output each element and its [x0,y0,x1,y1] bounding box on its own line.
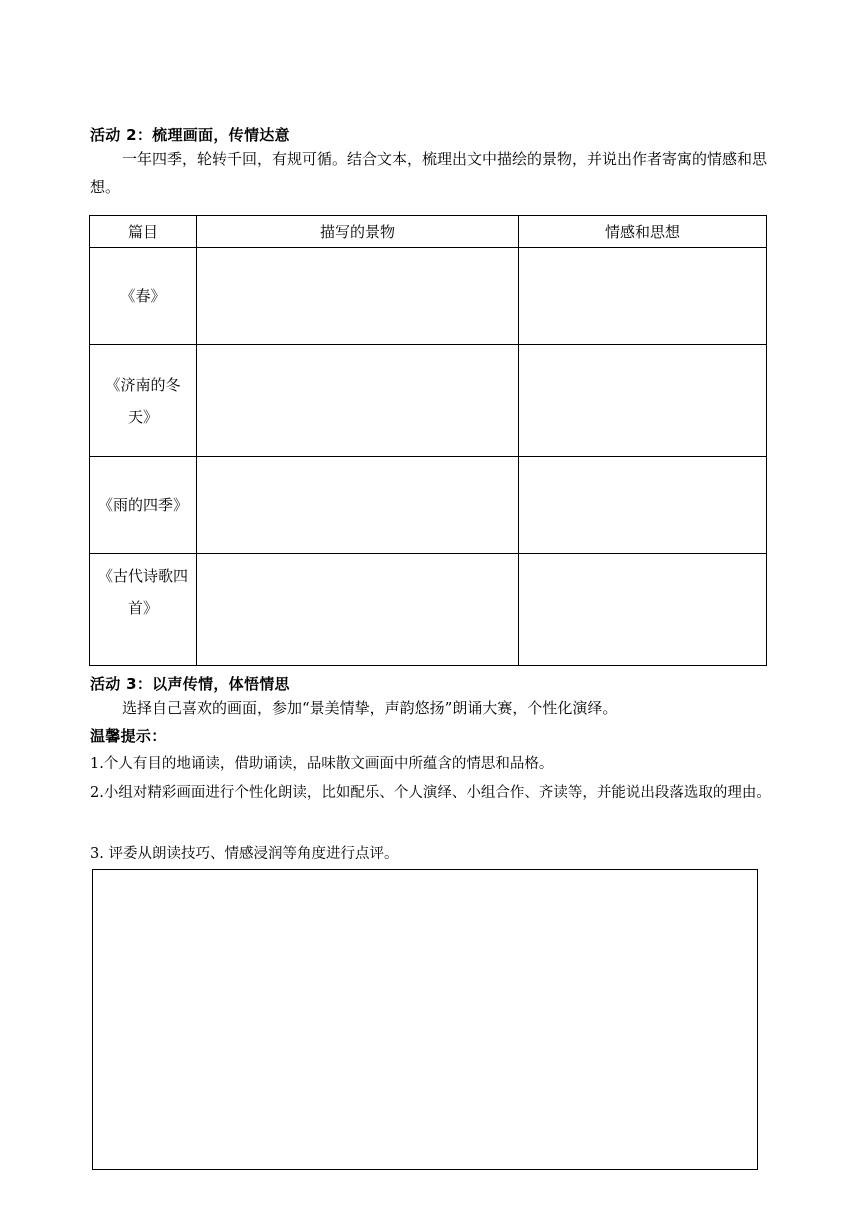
emotion-answer-cell[interactable] [519,345,767,457]
emotion-answer-cell[interactable] [519,248,767,345]
emotion-answer-cell[interactable] [519,457,767,554]
activity2-instruction: 一年四季，轮转千回，有规可循。结合文本，梳理出文中描绘的景物，并说出作者寄寓的情感和思想。 [90,150,768,196]
table-header-row [90,216,767,248]
scenery-answer-cell[interactable] [197,457,519,554]
activity2-heading: 活动 2：梳理画面，传情达意 [90,126,290,144]
row-title: 《济南的冬天》 [90,345,197,457]
row-title: 《春》 [90,248,197,345]
tips-heading: 温馨提示： [90,727,167,745]
scenery-answer-cell[interactable] [197,345,519,457]
activity3-heading: 活动 3：以声传情，体悟情思 [90,675,290,693]
table-row [90,554,767,666]
tip-item-2: 2.小组对精彩画面进行个性化朗读，比如配乐、个人演绎、小组合作、齐读等，并能说出段落选取的理由。 [90,785,771,801]
scenery-answer-cell[interactable] [197,554,519,666]
header-scenery: 描写的景物 [197,216,519,248]
activity3-instruction: 选择自己喜欢的画面，参加“景美情挚，声韵悠扬”朗诵大赛，个性化演绎。 [122,699,618,717]
row-title: 《古代诗歌四首》 [90,554,197,666]
tip-item-1: 1.个人有目的地诵读，借助诵读，品味散文画面中所蕴含的情思和品格。 [90,756,554,772]
table-row [90,248,767,345]
tip-item-3: 3. 评委从朗读技巧、情感浸润等角度进行点评。 [90,846,399,862]
scenery-table [89,215,767,666]
table-row [90,345,767,457]
header-emotion: 情感和思想 [519,216,767,248]
scenery-answer-cell[interactable] [197,248,519,345]
answer-box[interactable] [92,869,758,1170]
row-title: 《雨的四季》 [90,457,197,554]
emotion-answer-cell[interactable] [519,554,767,666]
table-row [90,457,767,554]
header-title: 篇目 [90,216,197,248]
